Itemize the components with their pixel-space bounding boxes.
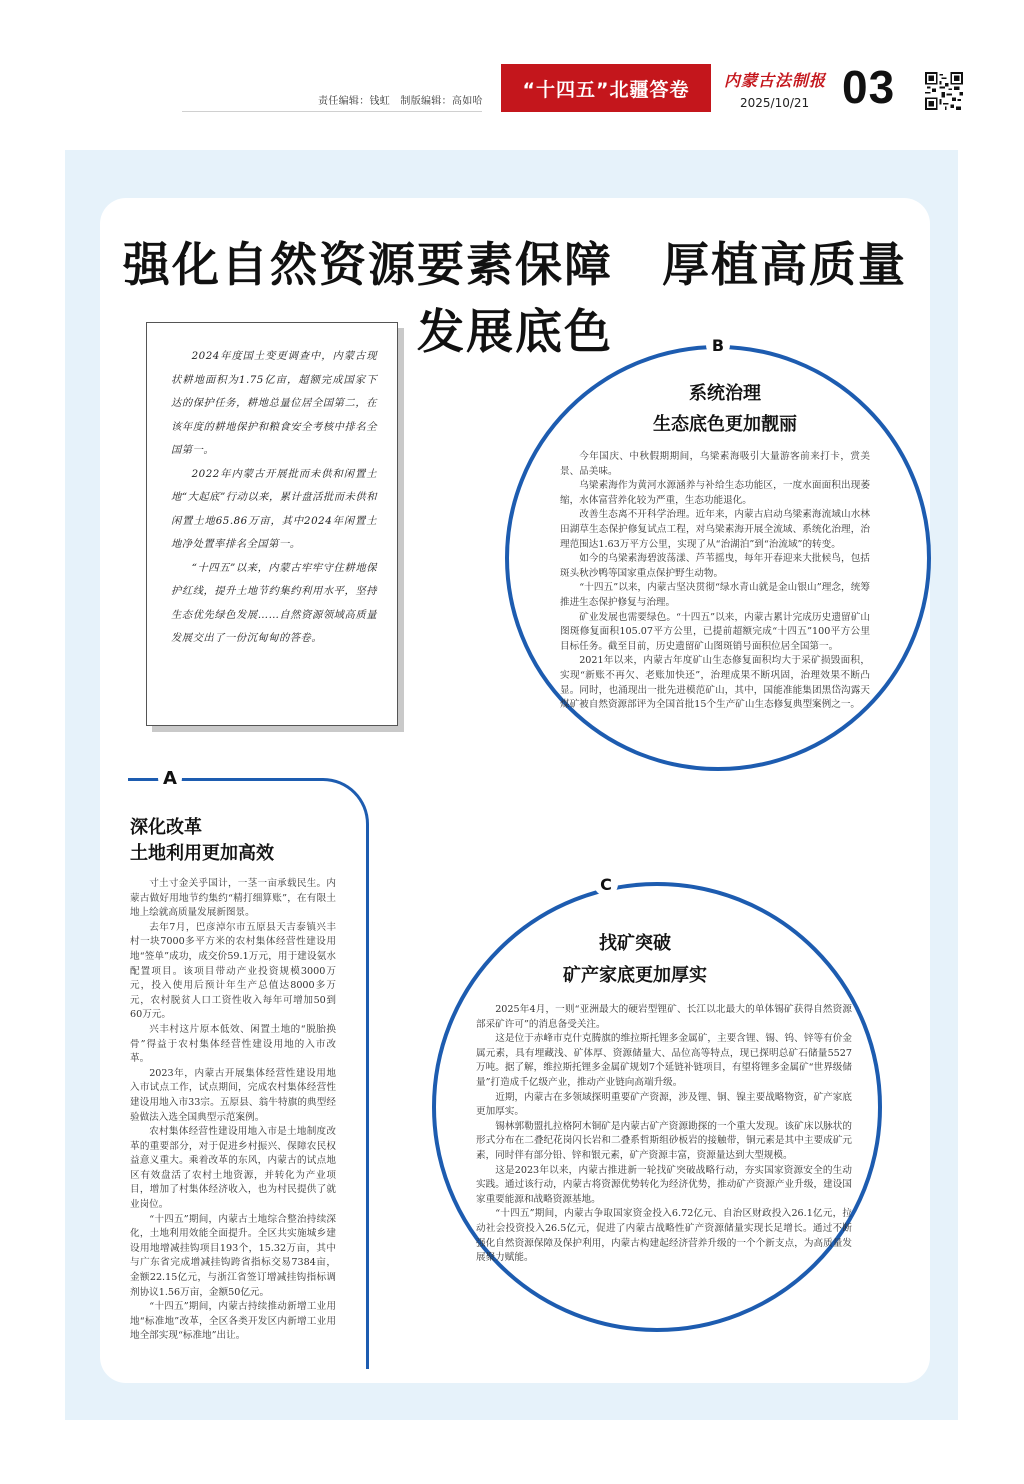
newspaper-logo: 内蒙古法制报 (724, 71, 827, 90)
article-paragraph: “十四五”期间，内蒙古土地综合整治持续深化，土地利用效能全面提升。全区共实施城乡建设用地增减挂钩项目193个，15.32万亩，其中与广东省完成增减挂钩跨省指标交易7384亩，金额22.15亿元，与浙江省签订增减挂钩指标调剂协议1.56万亩，金额50亿元。 (130, 1213, 336, 1298)
section-a-heading-line1: 深化改革 (130, 817, 202, 838)
intro-paragraph: 2024年度国土变更调查中，内蒙古现状耕地面积为1.75亿亩，超额完成国家下达的保护任务，耕地总量位居全国第二，在该年度的耕地保护和粮食安全考核中排名全国第一。 (171, 350, 377, 456)
article-paragraph: 2023年，内蒙古开展集体经营性建设用地入市试点工作，试点期间，完成农村集体经营性建设用地入市33宗。五原县、翁牛特旗的典型经验做法入选全国典型示范案例。 (130, 1067, 336, 1123)
article-paragraph: 改善生态离不开科学治理。近年来，内蒙古启动乌梁素海流域山水林田湖草生态保护修复试点工程，对乌梁素海开展全流域、系统化治理，治理范围达1.63万平方公里，实现了从“治湖泊”到“治流域”的转变。 (560, 509, 870, 550)
article-paragraph: 2021年以来，内蒙古年度矿山生态修复面积均大于采矿损毁面积，实现“新账不再欠、老账加快还”，治理成果不断巩固，治理效果不断凸显。同时，也涌现出一批先进模范矿山，其中，国能准能集团黑岱沟露天煤矿被自然资源部评为全国首批15个生产矿山生态修复典型案例之一。 (560, 655, 870, 711)
intro-summary-box (146, 322, 398, 726)
article-paragraph: 锡林郭勒盟扎拉格阿木铜矿是内蒙古矿产资源勘探的一个重大发现。该矿床以脉状的形式分布在二叠纪花岗闪长岩和二叠系哲斯组砂板岩的接触带，铜元素是其中主要成矿元素，同时伴有部分铅、锌和银元素，矿产资源丰富，资源量达到大型规模。 (476, 1120, 852, 1161)
article-paragraph: 兴丰村这片原本低效、闲置土地的“脱胎换骨”得益于农村集体经营性建设用地的入市改革。 (130, 1023, 336, 1065)
section-b-heading-line1: 系统治理 (689, 383, 761, 404)
article-paragraph: 寸土寸金关乎国计，一茎一亩承载民生。内蒙古做好用地节约集约“精打细算账”，在有限土地上绘就高质量发展新图景。 (130, 878, 336, 919)
article-paragraph: 这是2023年以来，内蒙古推进新一轮找矿突破战略行动，夯实国家资源安全的生动实践。通过该行动，内蒙古将资源优势转化为经济优势，推动矿产资源产业升级，建设国家重要能源和战略资源基地。 (476, 1164, 852, 1205)
section-c-heading-line1: 找矿突破 (599, 933, 671, 954)
article-paragraph: 2025年4月，一则“亚洲最大的硬岩型锂矿、长江以北最大的单体锡矿获得自然资源部采矿许可”的消息备受关注。 (476, 1004, 852, 1030)
column-banner: “十四五”北疆答卷 (501, 64, 711, 112)
section-a-article (130, 877, 336, 1344)
article-paragraph: 这是位于赤峰市克什克腾旗的维拉斯托锂多金属矿，主要含锂、锡、钨、锌等有价金属元素，具有埋藏浅、矿体厚、资源储量大、品位高等特点，现已探明总矿石储量5527万吨。据了解，维拉斯托锂多金属矿规划7个延链补链项目，有望将锂多金属矿“世界级储量”打造成千亿级产业，推动产业链向高端升级。 (476, 1033, 852, 1088)
section-c-heading-line2: 矿产家底更加厚实 (563, 965, 707, 986)
article-paragraph: 矿业发展也需要绿色。“十四五”以来，内蒙古累计完成历史遗留矿山图斑修复面积105.07平方公里，已提前超额完成“十四五”100平方公里目标任务。截至目前，历史遗留矿山图斑销号面积位居全国第一。 (560, 611, 870, 652)
header-divider (182, 111, 482, 112)
article-paragraph: 农村集体经营性建设用地入市是土地制度改革的重要部分，对于促进乡村振兴、保障农民权益意义重大。乘着改革的东风，内蒙古的试点地区有效盘活了农村土地资源，并转化为产业项目，增加了村集体经济收入，也为村民提供了就业岗位。 (130, 1126, 336, 1211)
article-paragraph: 去年7月，巴彦淖尔市五原县天吉泰镇兴丰村一块7000多平方米的农村集体经营性建设用地“签单”成功，成交价59.1万元，用于建设氨水配置项目。该项目带动产业投资规模3000万元，投入使用后预计年生产总值达8000多万元，农村脱贫人口工资性收入每年可增加50到60万元。 (130, 921, 336, 1021)
section-b-heading (600, 378, 850, 440)
article-paragraph: “十四五”以来，内蒙古坚决贯彻“绿水青山就是金山银山”理念，统筹推进生态保护修复与治理。 (560, 582, 870, 608)
section-b-heading-line2: 生态底色更加靓丽 (653, 414, 797, 435)
article-paragraph: 近期，内蒙古在多领域探明重要矿产资源，涉及锂、铜、镍主要战略物资，矿产家底更加厚实。 (476, 1091, 852, 1118)
section-b-badge: B (706, 333, 730, 357)
article-paragraph: 乌梁素海作为黄河水源涵养与补给生态功能区，一度水面面积出现萎缩，水体富营养化较为严重，生态功能退化。 (560, 480, 870, 506)
section-b-article (560, 450, 870, 713)
editor-credits: 责任编辑：钱虹 制版编辑：高如哈 (318, 96, 483, 107)
article-paragraph: “十四五”期间，内蒙古争取国家资金投入6.72亿元、自治区财政投入26.1亿元，拉动社会投资投入26.5亿元，促进了内蒙古战略性矿产资源储量实现长足增长。通过不断强化自然资源保障及保护利用，内蒙古构建起经济营养升级的一个个新支点，为高质量发展聚力赋能。 (476, 1208, 852, 1264)
section-a-heading (130, 815, 274, 867)
page-number: 03 (842, 61, 896, 113)
section-a-heading-line2: 土地利用更加高效 (130, 843, 274, 864)
article-paragraph: 如今的乌梁素海碧波荡漾、芦苇摇曳，每年开春迎来大批候鸟，包括斑头秋沙鸭等国家重点保护野生动物。 (560, 553, 870, 579)
intro-paragraph: 2022年内蒙古开展批而未供和闲置土地“大起底”行动以来，累计盘活批而未供和闲置土地65.86万亩，其中2024年闲置土地净处置率排名全国第一。 (171, 467, 377, 550)
section-a-badge: A (158, 766, 182, 790)
intro-paragraph: “十四五”以来，内蒙古牢牢守住耕地保护红线，提升土地节约集约利用水平，坚持生态优先绿色发展……自然资源领域高质量发展交出了一份沉甸甸的答卷。 (171, 561, 377, 644)
page-title: 强化自然资源要素保障 厚植高质量发展底色 (123, 238, 907, 360)
section-c-badge: C (594, 872, 618, 896)
publication-date: 2025/10/21 (740, 96, 810, 110)
section-c-article (476, 1003, 852, 1266)
article-paragraph: “十四五”期间，内蒙古持续推动新增工业用地“标准地”改革，全区各类开发区内新增工业用地全部实现“标准地”出让。 (130, 1301, 336, 1342)
qr-code-icon[interactable] (925, 72, 963, 110)
article-paragraph: 今年国庆、中秋假期期间，乌梁素海吸引大量游客前来打卡，赏美景、品美味。 (560, 451, 870, 477)
section-c-heading (520, 928, 750, 992)
